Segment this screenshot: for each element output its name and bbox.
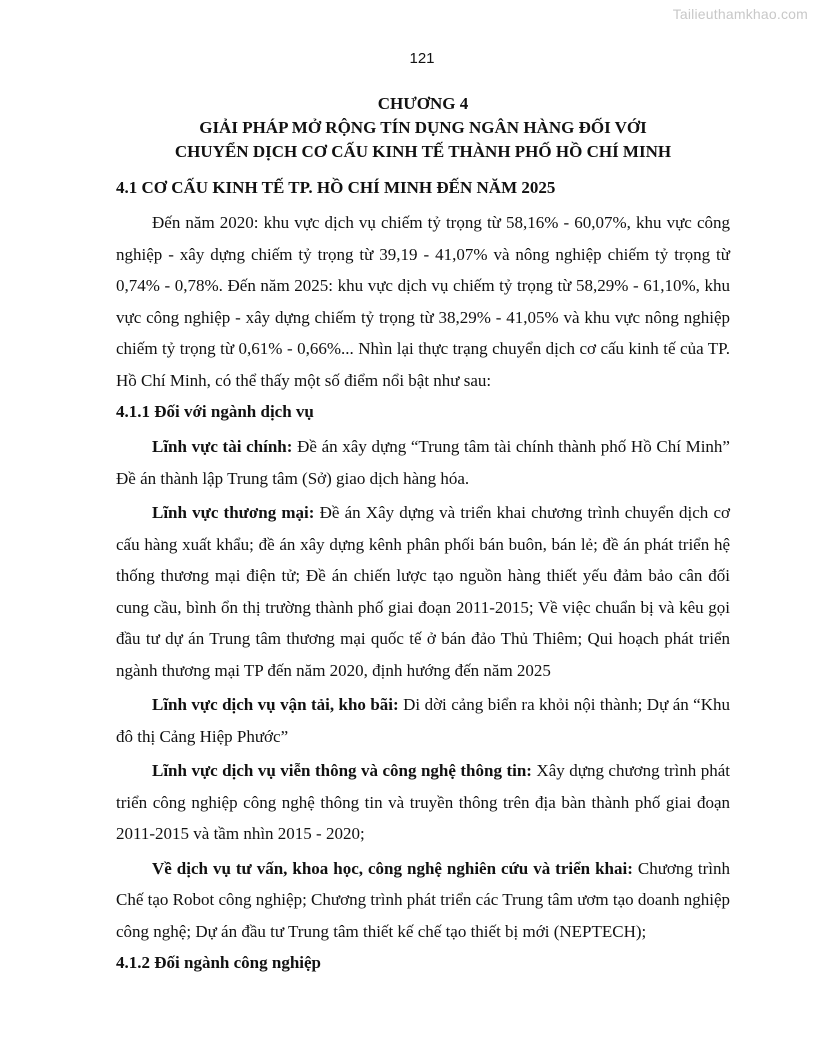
chapter-heading [116,92,730,164]
paragraph-lead: Lĩnh vực tài chính: [152,437,293,456]
paragraph-text: Đề án xây dựng “Trung tâm tài chính thành phố Hồ Chí Minh” Đề án thành lập Trung tâm (Sở) giao dịch hàng hóa. [116,437,730,488]
paragraph-text: Xây dựng chương trình phát triển công nghiệp công nghệ thông tin và truyền thông trên địa bàn thành phố giai đoạn 2011-2015 và tầm nhìn 2015 - 2020; [116,761,730,843]
section-4-1-1-heading: 4.1.1 Đối với ngành dịch vụ [116,402,314,421]
paragraph-lead: Về dịch vụ tư vấn, khoa học, công nghệ nghiên cứu và triển khai: [152,858,633,878]
paragraph-text: Chương trình Chế tạo Robot công nghiệp; Chương trình phát triển các Trung tâm ươm tạo doanh nghiệp công nghệ; Dự án đầu tư Trung tâm thiết kế chế tạo thiết bị mới (NEPTECH); [116,858,730,941]
paragraph-lead: Lĩnh vực dịch vụ viễn thông và công nghệ thông tin: [152,761,532,780]
paragraph-finance [116,431,730,494]
paragraph-text: Di dời cảng biển ra khỏi nội thành; Dự án “Khu đô thị Cảng Hiệp Phước” [116,695,731,746]
watermark-text: Tailieuthamkhao.com [672,6,808,22]
paragraph-telecom-it [116,755,730,850]
paragraph-transport [116,689,730,752]
section-4-1-heading: 4.1 CƠ CẤU KINH TẾ TP. HỒ CHÍ MINH ĐẾN NĂM 2025 [116,178,556,197]
chapter-label: CHƯƠNG 4 [377,94,469,113]
section-4-1-intro: Đến năm 2020: khu vực dịch vụ chiếm tỷ trọng từ 58,16% - 60,07%, khu vực công nghiệp - xây dựng chiếm tỷ trọng từ 39,19 - 41,07% và nông nghiệp chiếm tỷ trọng từ 0,74% - 0,78%. Đến năm 2025: khu vực dịch vụ chiếm tỷ trọng từ 58,29% - 61,10%, khu vực công nghiệp - xây dựng chiếm tỷ trọng từ 38,29% - 41,05% và khu vực nông nghiệp chiếm tỷ trọng từ 0,61% - 0,66%... Nhìn lại thực trạng chuyển dịch cơ cấu kinh tế của TP. Hồ Chí Minh, có thể thấy một số điểm nổi bật như sau: [116,213,730,390]
page-body [116,176,730,982]
paragraph-trade [116,497,730,686]
paragraph-lead: Lĩnh vực thương mại: [152,503,315,522]
chapter-title-line-1: GIẢI PHÁP MỞ RỘNG TÍN DỤNG NGÂN HÀNG ĐỐI VỚI [199,118,647,137]
page-number: 121 [409,50,435,67]
section-4-1-2-heading: 4.1.2 Đối ngành công nghiệp [116,953,321,972]
paragraph-text: Đề án Xây dựng và triển khai chương trình chuyển dịch cơ cấu hàng xuất khẩu; đề án xây dựng kênh phân phối bán buôn, bán lẻ; đề án phát triển hệ thống thương mại điện tử; Đề án chiến lược tạo nguồn hàng thiết yếu đảm bảo cân đối cung cầu, bình ổn thị trường thành phố giai đoạn 2011-2015; Về việc chuẩn bị và kêu gọi đầu tư dự án Trung tâm thương mại quốc tế ở bán đảo Thủ Thiêm; Qui hoạch phát triển ngành thương mại TP đến năm 2020, định hướng đến năm 2025 [116,503,730,680]
chapter-title-line-2: CHUYỂN DỊCH CƠ CẤU KINH TẾ THÀNH PHỐ HỒ CHÍ MINH [174,142,672,161]
paragraph-lead: Lĩnh vực dịch vụ vận tải, kho bãi: [152,695,399,714]
paragraph-consulting-research [116,853,730,948]
